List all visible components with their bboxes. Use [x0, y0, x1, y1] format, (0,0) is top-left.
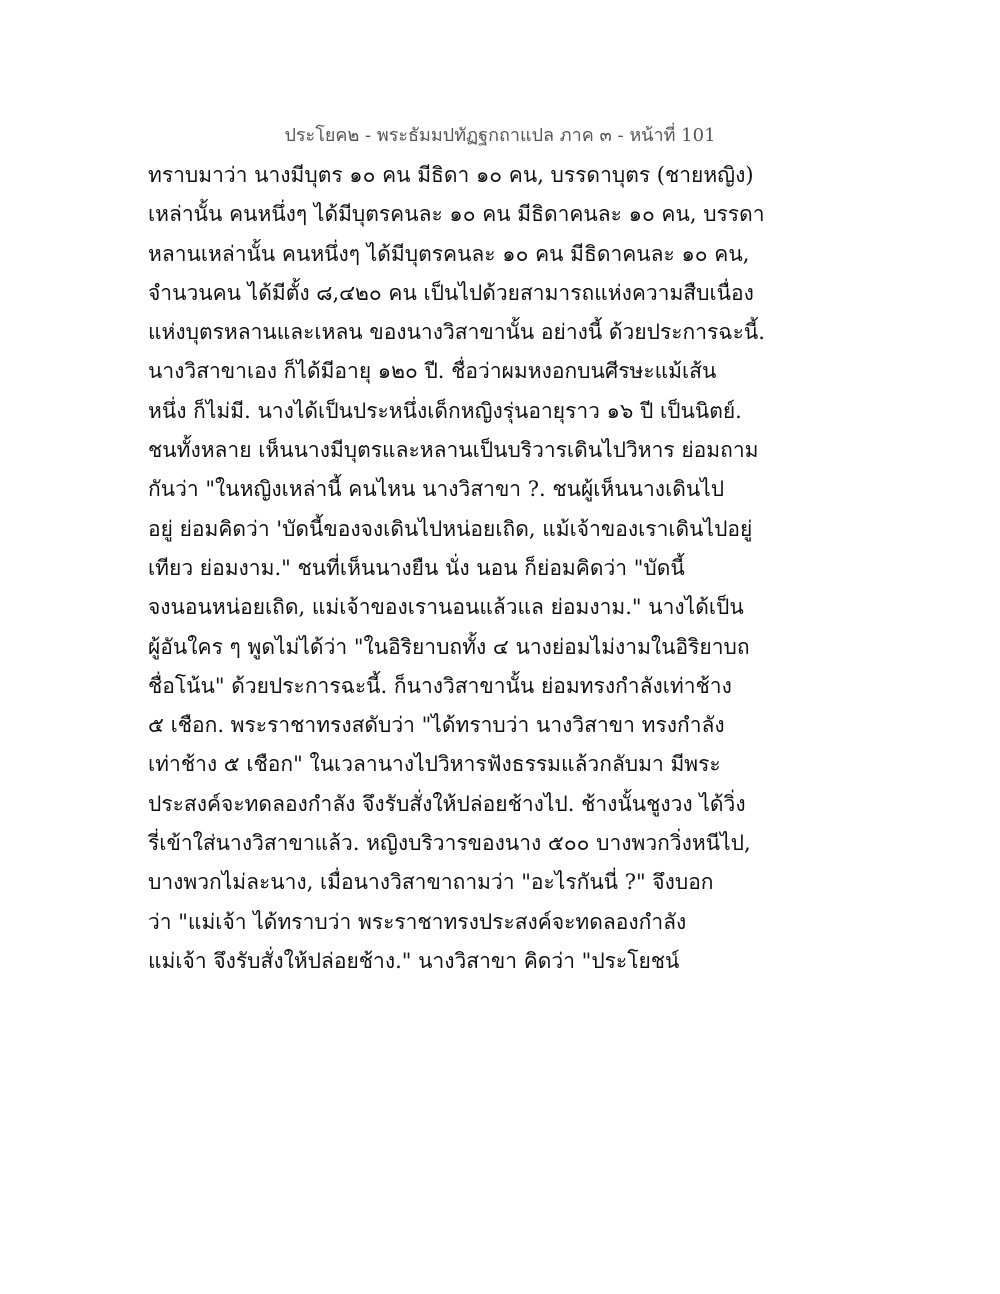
text-line: อยู่ ย่อมคิดว่า 'บัดนี้ของจงเดินไปหน่อยเถิด, แม้เจ้าของเราเดินไปอยู่: [148, 516, 753, 541]
text-line: ว่า "แม่เจ้า ได้ทราบว่า พระราชาทรงประสงค์จะทดลองกำลัง: [148, 909, 687, 934]
body-text: [148, 156, 868, 981]
text-line: กันว่า "ในหญิงเหล่านี้ คนไหน นางวิสาขา ?. ชนผู้เห็นนางเดินไป: [148, 477, 725, 502]
page-header: ประโยค๒ - พระธัมมปทัฏฐกถาแปล ภาค ๓ - หน้าที่ 101: [284, 125, 716, 146]
text-line: ทราบมาว่า นางมีบุตร ๑๐ คน มีธิดา ๑๐ คน, บรรดาบุตร (ชายหญิง): [148, 163, 754, 187]
text-line: จำนวนคน ได้มีตั้ง ๘,๔๒๐ คน เป็นไปด้วยสามารถแห่งความสืบเนื่อง: [148, 280, 754, 305]
text-line: แห่งบุตรหลานและเหลน ของนางวิสาขานั้น อย่างนี้ ด้วยประการฉะนี้.: [148, 320, 765, 345]
text-line: เทียว ย่อมงาม." ชนที่เห็นนางยืน นั่ง นอน ก็ย่อมคิดว่า "บัดนี้: [148, 555, 685, 580]
text-line: รี่เข้าใส่นางวิสาขาแล้ว. หญิงบริวารของนาง ๕๐๐ บางพวกวิ่งหนีไป,: [148, 831, 751, 856]
text-line: บางพวกไม่ละนาง, เมื่อนางวิสาขาถามว่า "อะไรกันนี่ ?" จึงบอก: [148, 870, 714, 895]
text-line: นางวิสาขาเอง ก็ได้มีอายุ ๑๒๐ ปี. ชื่อว่าผมหงอกบนศีรษะแม้เส้น: [148, 359, 717, 384]
text-line: ๕ เชือก. พระราชาทรงสดับว่า "ได้ทราบว่า นางวิสาขา ทรงกำลัง: [148, 713, 725, 738]
text-line: เหล่านั้น คนหนึ่งๆ ได้มีบุตรคนละ ๑๐ คน มีธิดาคนละ ๑๐ คน, บรรดา: [148, 202, 765, 227]
text-line: ชื่อโน้น" ด้วยประการฉะนี้. ก็นางวิสาขานั้น ย่อมทรงกำลังเท่าช้าง: [148, 673, 732, 698]
text-line: จงนอนหน่อยเถิด, แม่เจ้าของเรานอนแล้วแล ย่อมงาม." นางได้เป็น: [148, 595, 744, 620]
text-line: หนึ่ง ก็ไม่มี. นางได้เป็นประหนึ่งเด็กหญิงรุ่นอายุราว ๑๖ ปี เป็นนิตย์.: [148, 398, 742, 423]
text-line: ประสงค์จะทดลองกำลัง จึงรับสั่งให้ปล่อยช้างไป. ช้างนั้นชูงวง ได้วิ่ง: [148, 791, 746, 816]
text-line: ชนทั้งหลาย เห็นนางมีบุตรและหลานเป็นบริวารเดินไปวิหาร ย่อมถาม: [148, 438, 759, 463]
text-line: ผู้อันใคร ๆ พูดไม่ได้ว่า "ในอิริยาบถทั้ง ๔ นางย่อมไม่งามในอิริยาบถ: [148, 634, 750, 659]
text-line: เท่าช้าง ๕ เชือก" ในเวลานางไปวิหารฟังธรรมแล้วกลับมา มีพระ: [148, 752, 721, 777]
text-line: แม่เจ้า จึงรับสั่งให้ปล่อยช้าง." นางวิสาขา คิดว่า "ประโยชน์: [148, 948, 680, 973]
text-line: หลานเหล่านั้น คนหนึ่งๆ ได้มีบุตรคนละ ๑๐ คน มีธิดาคนละ ๑๐ คน,: [148, 241, 750, 266]
